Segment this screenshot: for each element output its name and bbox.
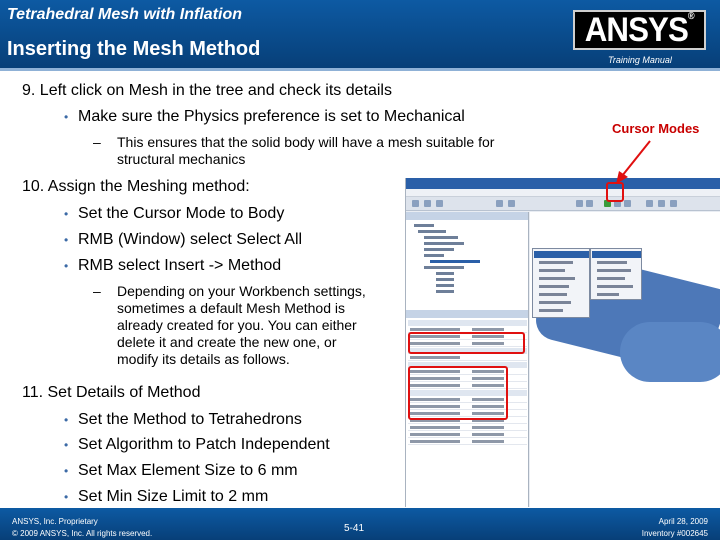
window-titlebar (406, 178, 720, 189)
tree-item[interactable] (436, 272, 454, 275)
cursor-mode-highlight (606, 182, 624, 202)
ansys-logo (573, 10, 706, 50)
details-sizing-highlight (408, 366, 508, 420)
footer-copyright: © 2009 ANSYS, Inc. All rights reserved. (12, 529, 153, 538)
toolbar-icon[interactable] (436, 200, 443, 207)
footer-proprietary: ANSYS, Inc. Proprietary (12, 517, 98, 526)
tree-item[interactable] (424, 248, 454, 251)
menu-bar (406, 189, 720, 197)
bullet-text: Make sure the Physics preference is set to Mechanical (78, 108, 465, 125)
step-11-bullet (64, 488, 268, 506)
tree-item[interactable] (414, 224, 434, 227)
bullet-icon: • (64, 464, 69, 478)
step-9-dash (93, 134, 495, 168)
slide-footer (0, 508, 720, 540)
context-menu-item[interactable] (597, 293, 619, 296)
bullet-text: Set Min Size Limit to 2 mm (78, 488, 269, 505)
bullet-icon: • (64, 490, 69, 504)
details-group[interactable] (408, 320, 527, 326)
step-9-bullet (64, 108, 465, 126)
dash-line: structural mechanics (117, 151, 246, 167)
context-menu-item[interactable] (539, 277, 575, 280)
step-10-dash (93, 283, 366, 368)
context-menu-item[interactable] (597, 277, 625, 280)
tree-item-mesh[interactable] (424, 254, 444, 257)
context-menu[interactable] (532, 248, 590, 318)
bullet-text: RMB select Insert -> Method (78, 257, 282, 274)
step-9-text: 9. Left click on Mesh in the tree and check its details (22, 82, 392, 99)
step-11-bullet (64, 462, 298, 480)
tree-item[interactable] (424, 266, 464, 269)
toolbar-icon[interactable] (658, 200, 665, 207)
context-submenu[interactable] (590, 248, 642, 300)
toolbar-icon[interactable] (424, 200, 431, 207)
step-11-bullet (64, 411, 302, 429)
dash-icon: – (93, 134, 101, 150)
dash-line: Depending on your Workbench settings, (117, 283, 366, 299)
context-menu-method[interactable] (592, 251, 641, 258)
dash-line: sometimes a default Mesh Method is (117, 300, 345, 316)
step-10-bullet (64, 231, 302, 249)
tree-item[interactable] (418, 230, 446, 233)
toolbar-icon[interactable] (670, 200, 677, 207)
toolbar (406, 197, 720, 211)
details-method-highlight (408, 332, 525, 354)
context-menu-item[interactable] (597, 269, 631, 272)
bullet-text: RMB (Window) select Select All (78, 231, 303, 248)
bullet-icon: • (64, 110, 69, 124)
outline-header (406, 212, 528, 220)
details-header (406, 310, 528, 318)
toolbar-icon[interactable] (624, 200, 631, 207)
dash-icon: – (93, 283, 101, 299)
toolbar-icon[interactable] (508, 200, 515, 207)
footer-date: April 28, 2009 (658, 517, 708, 526)
context-menu-item[interactable] (597, 261, 627, 264)
context-menu-item[interactable] (539, 261, 573, 264)
toolbar-icon[interactable] (576, 200, 583, 207)
details-row[interactable] (408, 439, 527, 445)
bullet-icon: • (64, 438, 69, 452)
bullet-icon: • (64, 207, 69, 221)
context-menu-item[interactable] (539, 293, 567, 296)
context-menu-item[interactable] (539, 285, 569, 288)
toolbar-icon[interactable] (496, 200, 503, 207)
bullet-text: Set the Method to Tetrahedrons (78, 411, 302, 428)
details-row[interactable] (408, 355, 527, 361)
tree-item[interactable] (424, 242, 464, 245)
logo-text: ANSYS® (584, 10, 695, 49)
bullet-icon: • (64, 259, 69, 273)
training-manual-label: Training Manual (608, 55, 672, 65)
step-10-text: 10. Assign the Meshing method: (22, 178, 250, 195)
context-menu-item[interactable] (539, 301, 571, 304)
outline-tree-pane[interactable] (406, 212, 529, 310)
tree-item[interactable] (436, 290, 454, 293)
toolbar-icon[interactable] (586, 200, 593, 207)
step-11-text: 11. Set Details of Method (22, 384, 201, 401)
bullet-text: Set Max Element Size to 6 mm (78, 462, 298, 479)
step-11-bullet (64, 436, 330, 454)
dash-line: This ensures that the solid body will have a mesh suitable for (117, 134, 495, 150)
header-divider (0, 68, 720, 71)
toolbar-icon[interactable] (412, 200, 419, 207)
footer-inventory: Inventory #002645 (641, 529, 708, 538)
details-row[interactable] (408, 425, 527, 431)
context-menu-item[interactable] (539, 269, 565, 272)
slide-title: Inserting the Mesh Method (7, 38, 261, 60)
toolbar-icon[interactable] (646, 200, 653, 207)
dash-line: already created for you. You can either (117, 317, 357, 333)
dash-line: modify its details as follows. (117, 351, 290, 367)
bullet-text: Set the Cursor Mode to Body (78, 205, 285, 222)
dash-line: delete it and create the new one, or (117, 334, 337, 350)
context-menu-item[interactable] (597, 285, 633, 288)
slide-header (0, 0, 720, 68)
tree-item[interactable] (424, 236, 458, 239)
cursor-modes-label: Cursor Modes (612, 121, 700, 136)
page-number: 5-41 (344, 523, 365, 534)
bullet-icon: • (64, 413, 69, 427)
context-menu-item[interactable] (539, 309, 563, 312)
slide-subtitle: Tetrahedral Mesh with Inflation (7, 6, 242, 23)
mesh-body[interactable] (620, 322, 720, 382)
tree-item[interactable] (436, 278, 454, 281)
context-menu-insert[interactable] (534, 251, 589, 258)
bullet-text: Set Algorithm to Patch Independent (78, 436, 330, 453)
step-10-bullet (64, 205, 284, 223)
step-10-bullet (64, 257, 281, 275)
tree-item[interactable] (430, 260, 480, 263)
details-row[interactable] (408, 432, 527, 438)
bullet-icon: • (64, 233, 69, 247)
tree-item[interactable] (436, 284, 454, 287)
